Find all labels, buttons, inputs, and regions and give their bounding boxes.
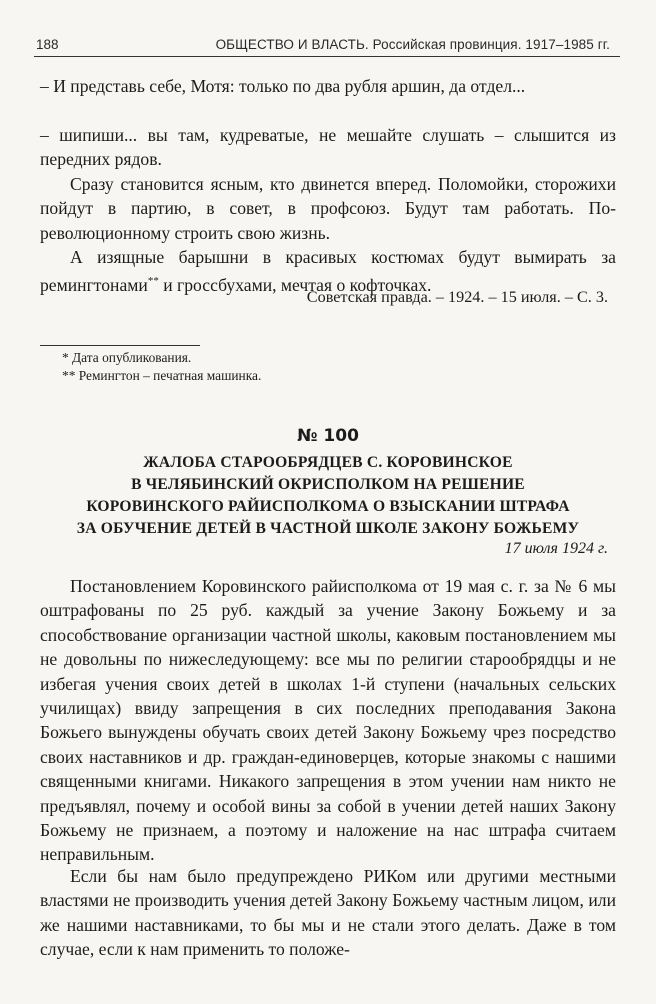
footnote-marker: ** — [147, 275, 159, 288]
document-title-line: ЖАЛОБА СТАРООБРЯДЦЕВ С. КОРОВИНСКОЕ — [143, 454, 513, 471]
source-citation: Советская правда. – 1924. – 15 июля. – С. 3. — [306, 288, 608, 306]
document-title-line: ЗА ОБУЧЕНИЕ ДЕТЕЙ В ЧАСТНОЙ ШКОЛЕ ЗАКОНУ БОЖЬЕМУ — [76, 520, 580, 537]
dialogue-line-2: – шипиши... вы там, кудреватые, не мешайте слушать – слышится из передних рядов. — [40, 125, 616, 170]
running-header-title: ОБЩЕСТВО И ВЛАСТЬ. Российская провинция. 1917–1985 гг. — [215, 37, 610, 52]
document-title-line: КОРОВИНСКОГО РАЙИСПОЛКОМА О ВЗЫСКАНИИ ШТРАФА — [86, 498, 570, 515]
document-title — [40, 452, 616, 540]
header-rule — [34, 56, 620, 57]
running-header — [34, 35, 620, 59]
intro-paragraph-3: Сразу становится ясным, кто двинется вперед. Поломойки, сторожихи пойдут в партию, в совет, в профсоюз. Будут там работать. По-революционному строить свою жизнь. — [40, 174, 616, 243]
document-date: 17 июля 1924 г. — [504, 540, 608, 557]
footnote-2: ** Ремингтон – печатная машинка. — [62, 368, 262, 383]
intro-paragraph-4-part-1: А изящные барышни в красивых костюмах будут вымирать за ремингтонами — [40, 247, 616, 296]
dialogue-line-1: – И представь себе, Мотя: только по два рубля аршин, да отдел... — [40, 76, 526, 96]
page-number: 188 — [36, 37, 59, 52]
document-number: № 100 — [297, 426, 359, 446]
document-paragraph-1: Постановлением Коровинского райисполкома от 19 мая с. г. за № 6 мы оштрафованы по 25 руб. каждый за учение Закону Божьему и за способствование организации частной школы, каковым постановлением мы не довольны по нижеследующему: все мы по религии старообрядцы и не избегая учения своих детей в школах 1-й ступени (начальных сельских училищах) ввиду запрещения в сих последних преподавания Закона Божьего вынуждены обучать своих детей Закону Божьему чрез посредство своих наставников и др. граждан-единоверцев, которые знакомы с нашими священными книгами. Никакого запрещения в этом учении нам никто не предъявлял, почему и особой вины за собой в учении детей наших Закону Божьему не признаем, а поэтому и наложение на нас штрафа считаем неправильным. — [40, 576, 616, 865]
intro-paragraph-4-part-2: и гроссбухами, мечтая о кофточках. — [158, 275, 432, 296]
document-paragraph-2: Если бы нам было предупреждено РИКом или другими местными властями не производить учения детей Закону Божьему частным лицом, или же нашими наставниками, то бы мы и не стали этого делать. Даже в том случае, если к нам применить то положе- — [40, 866, 616, 960]
footnote-1: * Дата опубликования. — [62, 350, 192, 365]
footnote-rule — [40, 345, 200, 346]
document-title-line: В ЧЕЛЯБИНСКИЙ ОКРИСПОЛКОМ НА РЕШЕНИЕ — [131, 476, 525, 493]
